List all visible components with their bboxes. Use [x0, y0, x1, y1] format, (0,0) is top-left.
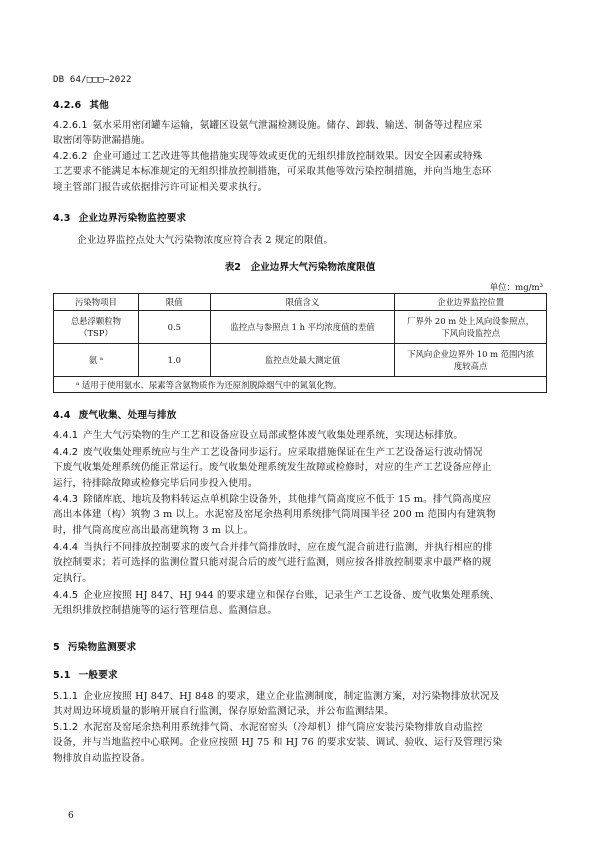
clause-4-2-6-1: 4.2.6.1 氨水采用密闭罐车运输，氨罐区设氨气泄漏检测设施。储存、卸载、输送、制备等过程应采 取密闭等防泄漏措施。 — [53, 120, 483, 147]
table-note-row — [54, 377, 547, 393]
col-header: 污染物项目 — [54, 294, 139, 311]
section-5-1-heading: 5.1 一般要求 — [53, 670, 118, 681]
page-number: 6 — [68, 811, 74, 821]
table-row — [54, 311, 547, 344]
limit-cell: 1.0 — [138, 344, 210, 377]
clause-4-4-1: 4.4.1 产生大气污染物的生产工艺和设备应设立局部或整体废气收集处理系统，实现达标排放。 — [53, 430, 464, 441]
limit-cell: 0.5 — [138, 311, 210, 344]
clause-4-4-4: 4.4.4 当执行不同排放控制要求的废气合并排气筒排放时，应在废气混合前进行监测，并执行相应的排 放控制要求；若可选择的监测位置只能对混合后的废气进行监测，则应按各排放控制要求中最严格的规 定执行。 — [53, 542, 493, 584]
clause-4-2-6-2: 4.2.6.2 企业可通过工艺改进等其他措施实现等效或更优的无组织排放控制效果。因安全因素或特殊 工艺要求不能满足本标准规定的无组织排放控制措施，可采取其他等效污染控制措施，并向当地生态环 境主管部门报告或依据排污许可证相关要求执行。 — [53, 151, 492, 193]
location-cell: 厂界外 20 m 处上风向设参照点， 下风向设监控点 — [395, 311, 547, 344]
standard-header: DB 64/□□□—2022 — [53, 75, 132, 85]
pollutant-cell: 总悬浮颗粒物 （TSP） — [54, 311, 139, 344]
clause-4-4-2: 4.4.2 废气收集处理系统应与生产工艺设备同步运行。应采取措施保证在生产工艺设备运行波动情况 下废气收集处理系统仍能正常运行。废气收集处理系统发生故障或检修时，对应的生产工艺设备应停止 运行，待排除故障或检修完毕后同步投入使用。 — [53, 447, 492, 489]
location-cell: 下风向企业边界外 10 m 范围内浓 度较高点 — [395, 344, 547, 377]
table-footnote: ᵃ 适用于使用氨水、尿素等含氨物质作为还原剂脱除烟气中的氮氧化物。 — [54, 377, 547, 393]
meaning-cell: 监控点处最大测定值 — [210, 344, 395, 377]
table-caption: 表2 企业边界大气污染物浓度限值 — [224, 262, 376, 273]
meaning-cell: 监控点与参照点 1 h 平均浓度值的差值 — [210, 311, 395, 344]
clause-4-4-5: 4.4.5 企业应按照 HJ 847、HJ 944 的要求建立和保存台账，记录生产工艺设备、废气收集处理系统、 无组织排放控制措施等的运行管理信息、监测信息。 — [53, 590, 500, 617]
clause-5-1-1: 5.1.1 企业应按照 HJ 847、HJ 848 的要求，建立企业监测制度，制定监测方案，对污染物排放状况及 其对周边环境质量的影响开展自行监测，保存原始监测记录，并公布监测结果。 — [53, 691, 500, 718]
chapter-5-heading: 5 污染物监测要求 — [53, 642, 137, 653]
section-4-4-heading: 4.4 废气收集、处理与排放 — [53, 410, 177, 421]
section-4-3-heading: 4.3 企业边界污染物监控要求 — [53, 213, 187, 224]
table-row — [54, 344, 547, 377]
col-header: 企业边界监控位置 — [395, 294, 547, 311]
section-title: 其他 — [89, 100, 109, 111]
section-number: 4.2.6 — [53, 100, 82, 111]
limits-table — [53, 293, 547, 393]
pollutant-cell: 氨 ᵃ — [54, 344, 139, 377]
clause-4-4-3: 4.4.3 除储库底、地坑及物料转运点单机除尘设备外，其他排气筒高度应不低于 15 m。排气筒高度应 高出本体建（构）筑物 3 m 以上。水泥窑及窑尾余热利用系统排气筒周围半径 200 m 范围内有建筑物 时，排气筒高度应高出最高建筑物 3 m 以上。 — [53, 494, 496, 536]
col-header: 限值含义 — [210, 294, 395, 311]
section-4-3-text: 企业边界监控点处大气污染物浓度应符合表 2 规定的限值。 — [77, 235, 334, 246]
table-unit: 单位：mg/m³ — [489, 283, 543, 293]
section-4-2-6-heading — [53, 97, 109, 111]
clause-5-1-2: 5.1.2 水泥窑及窑尾余热利用系统排气筒、水泥窑窑头（冷却机）排气筒应安装污染物排放自动监控 设备，并与当地监控中心联网。企业应按照 HJ 75 和 HJ 76 的要求安装、调试、验收、运行及管理污染 物排放自动监控设备。 — [53, 722, 503, 764]
table-header-row — [54, 294, 547, 311]
col-header: 限值 — [138, 294, 210, 311]
